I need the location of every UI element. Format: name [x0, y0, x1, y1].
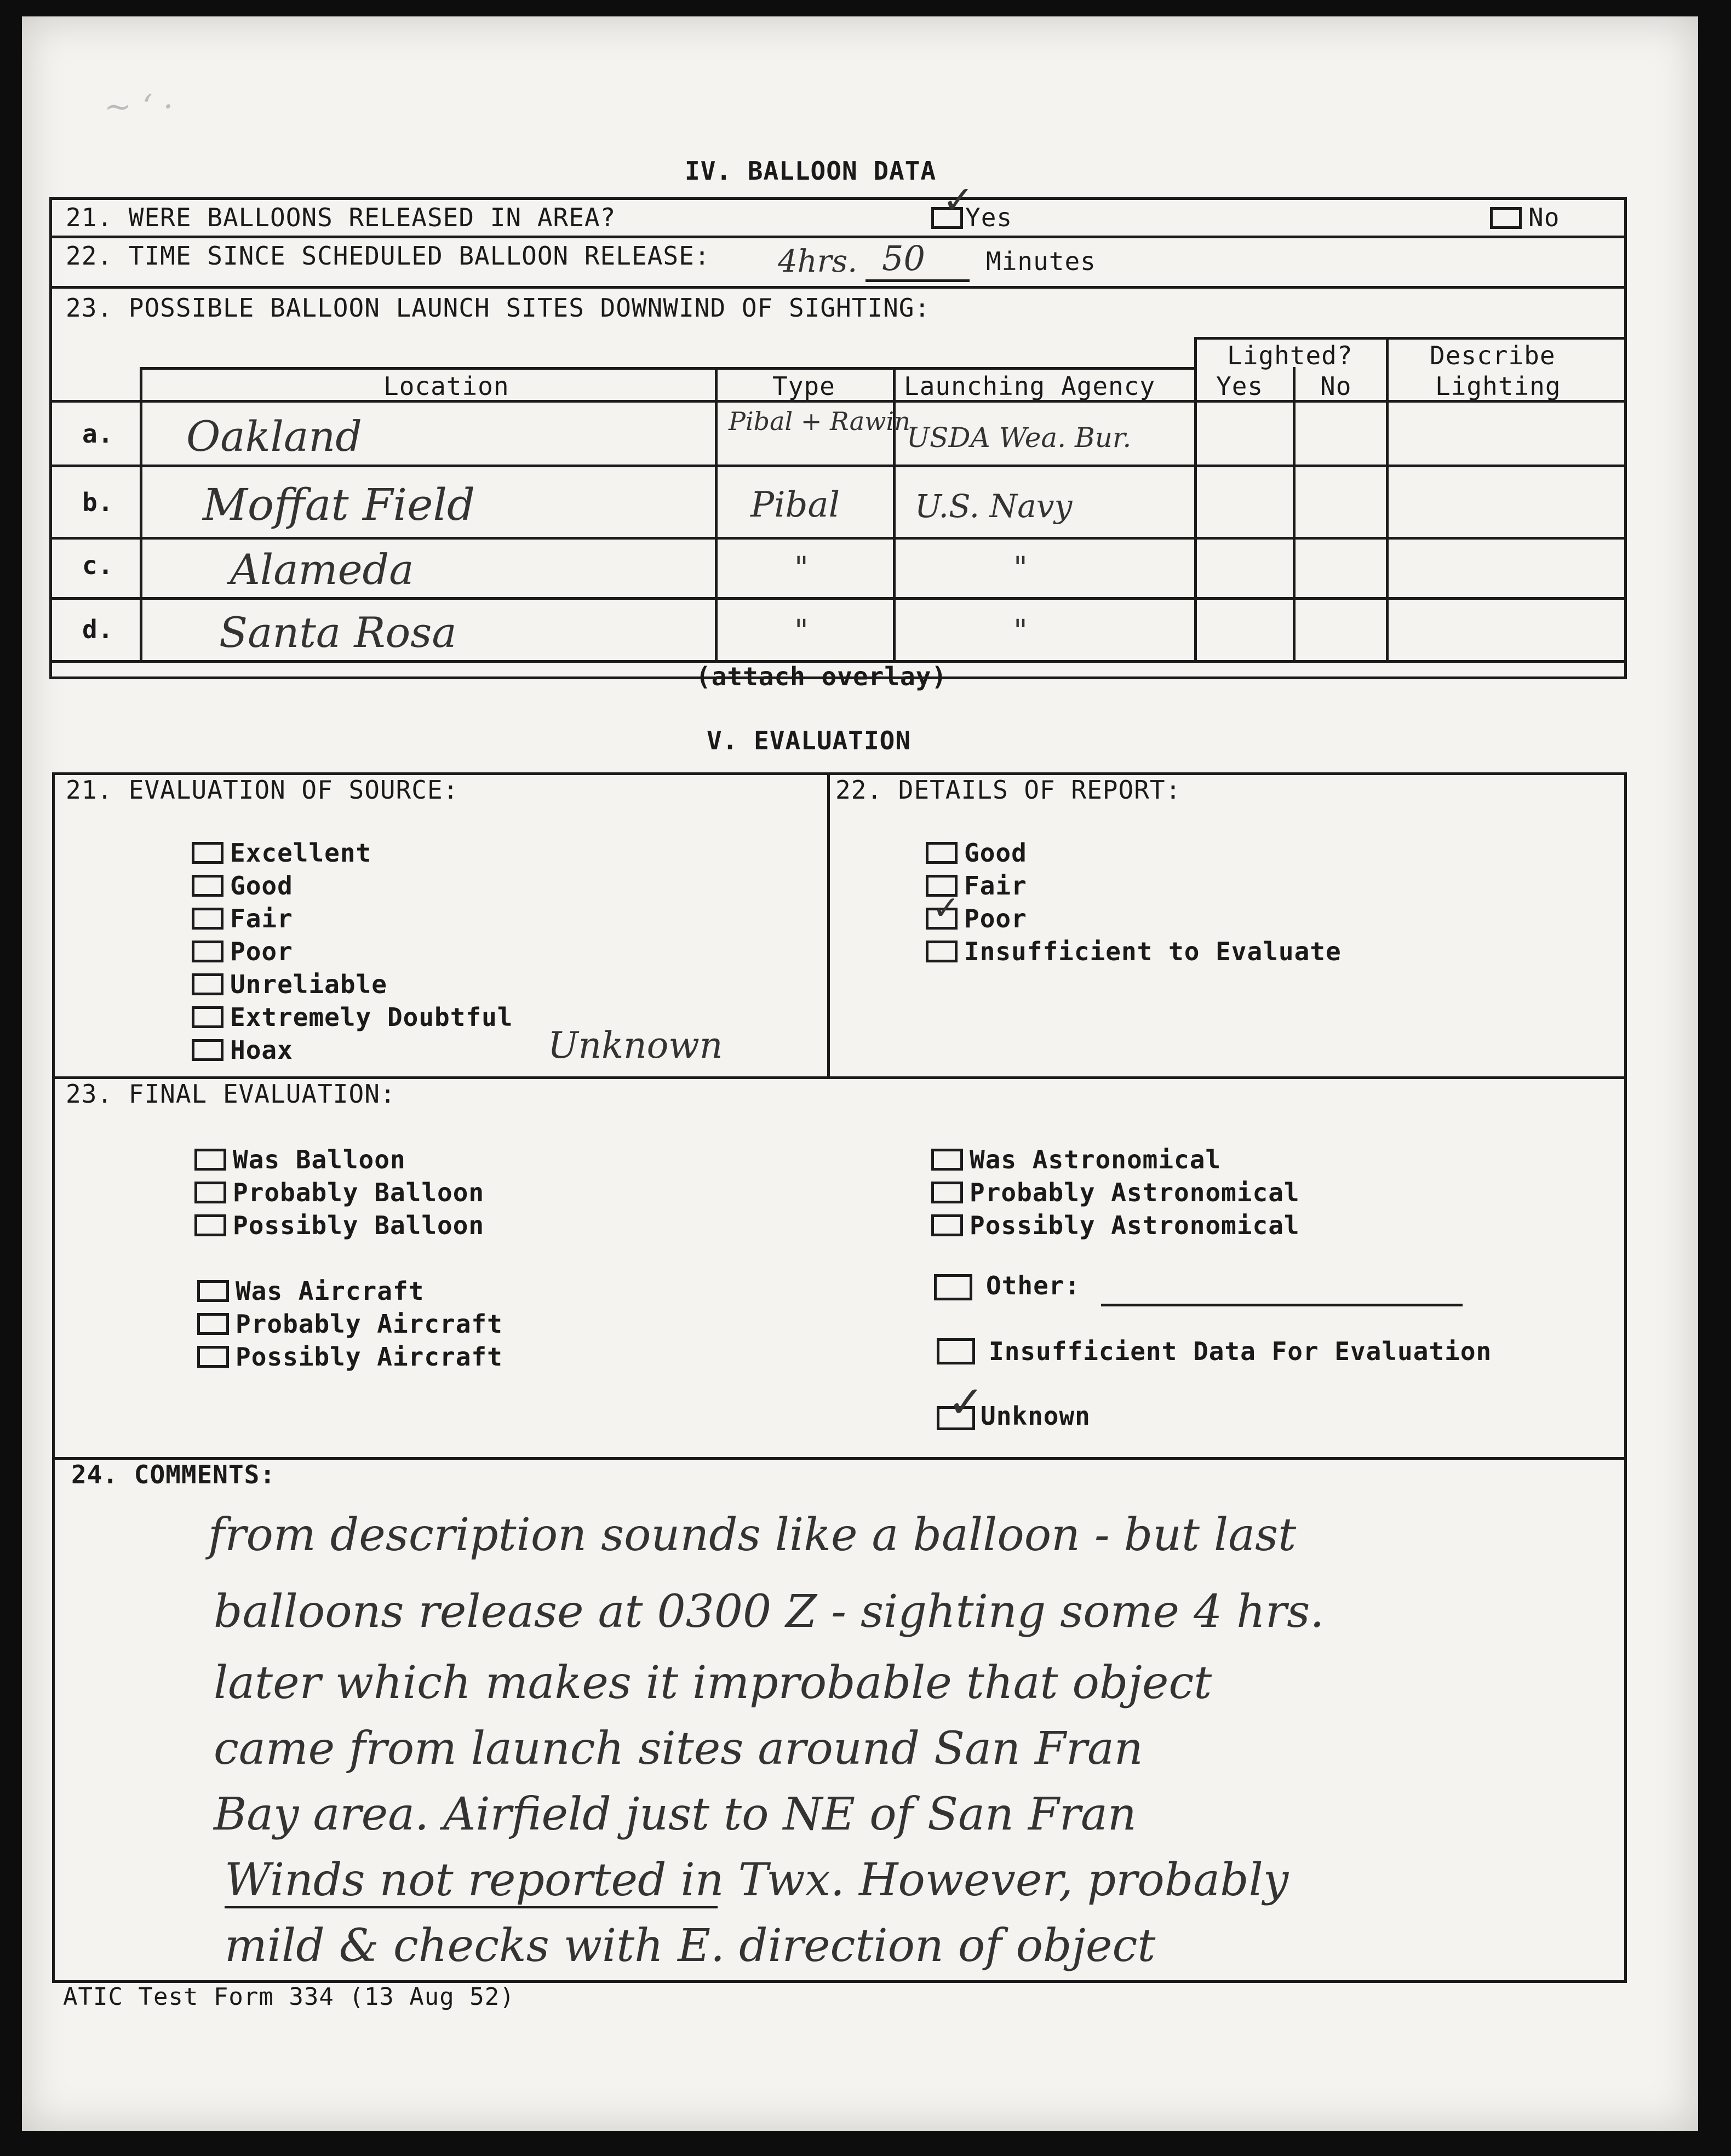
possibly-balloon-checkbox[interactable] — [194, 1214, 226, 1236]
q23-label: 23. POSSIBLE BALLOON LAUNCH SITES DOWNWIND OF SIGHTING: — [66, 293, 931, 323]
header-lighted: Lighted? — [1227, 341, 1353, 370]
q23-final-label: 23. FINAL EVALUATION: — [66, 1079, 396, 1109]
details-insufficient-label: Insufficient to Evaluate — [964, 937, 1342, 966]
possibly-aircraft-label: Possibly Aircraft — [236, 1342, 503, 1372]
comment-line-5: Bay area. Airfield just to NE of San Fran — [214, 1788, 1137, 1840]
source-excellent-label: Excellent — [230, 838, 372, 868]
q22-label: 22. TIME SINCE SCHEDULED BALLOON RELEASE: — [66, 241, 710, 271]
form-footer: ATIC Test Form 334 (13 Aug 52) — [63, 1983, 515, 2011]
other-checkbox[interactable] — [934, 1274, 972, 1300]
was-balloon-label: Was Balloon — [233, 1145, 406, 1174]
source-fair-checkbox[interactable] — [192, 908, 223, 930]
was-aircraft-label: Was Aircraft — [236, 1276, 425, 1306]
comment-line-4: came from launch sites around San Fran — [214, 1723, 1143, 1775]
source-extremely-doubtful-checkbox[interactable] — [192, 1006, 223, 1028]
row-d-type: " — [794, 613, 809, 649]
source-good-checkbox[interactable] — [192, 875, 223, 897]
insufficient-data-label: Insufficient Data For Evaluation — [989, 1337, 1492, 1366]
possibly-astronomical-checkbox[interactable] — [931, 1214, 963, 1236]
divider — [715, 367, 718, 660]
details-poor-check-icon: ✓ — [932, 889, 960, 927]
divider — [1194, 337, 1197, 660]
q21-no-label: No — [1528, 203, 1560, 232]
divider — [140, 367, 142, 660]
row-a-agency: USDA Wea. Bur. — [907, 422, 1132, 454]
source-poor-checkbox[interactable] — [192, 941, 223, 962]
q21-yes-label: Yes — [965, 203, 1013, 232]
q21-label: 21. WERE BALLOONS RELEASED IN AREA? — [66, 203, 616, 232]
row-a-type: Pibal + Rawin — [729, 406, 910, 436]
source-hoax-checkbox[interactable] — [192, 1039, 223, 1061]
row-c-location: Alameda — [230, 545, 414, 594]
section-title-balloon-data: IV. BALLOON DATA — [685, 156, 937, 186]
header-agency: Launching Agency — [904, 371, 1156, 401]
other-label: Other: — [986, 1271, 1081, 1300]
header-lighting: Lighting — [1435, 371, 1561, 401]
row-d-location: Santa Rosa — [219, 608, 457, 657]
q22-details-label: 22. DETAILS OF REPORT: — [835, 775, 1182, 805]
source-good-label: Good — [230, 871, 293, 901]
was-astronomical-checkbox[interactable] — [931, 1149, 963, 1171]
divider — [827, 772, 830, 1079]
row-a-letter: a. — [82, 419, 114, 449]
divider — [49, 597, 1627, 600]
details-good-label: Good — [964, 838, 1027, 868]
insufficient-data-checkbox[interactable] — [937, 1338, 975, 1364]
faint-marks: ~ ‘ · — [104, 88, 174, 126]
probably-astronomical-checkbox[interactable] — [931, 1182, 963, 1203]
source-extremely-doubtful-label: Extremely Doubtful — [230, 1002, 513, 1032]
source-unreliable-label: Unreliable — [230, 970, 387, 999]
details-insufficient-checkbox[interactable] — [926, 941, 958, 962]
source-unreliable-checkbox[interactable] — [192, 973, 223, 995]
q22-minutes-label: Minutes — [986, 246, 1096, 276]
comment-line-7: mild & checks with E. direction of object — [225, 1920, 1156, 1972]
source-excellent-checkbox[interactable] — [192, 842, 223, 864]
row-a-location: Oakland — [186, 412, 362, 461]
row-b-letter: b. — [82, 488, 114, 517]
row-c-letter: c. — [82, 551, 114, 580]
was-balloon-checkbox[interactable] — [194, 1149, 226, 1171]
details-good-checkbox[interactable] — [926, 842, 958, 864]
divider — [1293, 367, 1296, 660]
row-b-type: Pibal — [750, 485, 840, 525]
divider — [1386, 337, 1389, 660]
was-aircraft-checkbox[interactable] — [197, 1280, 229, 1302]
details-fair-label: Fair — [964, 871, 1027, 901]
possibly-balloon-label: Possibly Balloon — [233, 1211, 485, 1240]
divider — [49, 236, 1627, 238]
possibly-aircraft-checkbox[interactable] — [197, 1346, 229, 1368]
unknown-check-icon: ✓ — [948, 1377, 985, 1427]
comment-line-1: from description sounds like a balloon - but last — [208, 1509, 1297, 1561]
row-c-agency: " — [1013, 551, 1028, 586]
divider — [49, 286, 1627, 289]
source-hand-note: Unknown — [548, 1024, 723, 1066]
final-evaluation-box — [52, 1076, 1627, 1460]
source-fair-label: Fair — [230, 904, 293, 933]
q21-yes-check-icon: ✓ — [942, 177, 975, 222]
comment-line-2: balloons release at 0300 Z - sighting some 4 hrs. — [214, 1586, 1325, 1638]
row-d-letter: d. — [82, 615, 114, 644]
row-b-location: Moffat Field — [203, 479, 475, 530]
details-poor-label: Poor — [964, 904, 1027, 933]
header-location: Location — [383, 371, 509, 401]
q22-hours-hand: 4hrs. — [778, 244, 858, 279]
unknown-label: Unknown — [981, 1401, 1091, 1431]
attach-overlay-note: (attach overlay) — [696, 662, 948, 691]
header-type: Type — [772, 371, 835, 401]
probably-aircraft-checkbox[interactable] — [197, 1313, 229, 1335]
possibly-astronomical-label: Possibly Astronomical — [970, 1211, 1300, 1240]
comment-line-3: later which makes it improbable that object — [214, 1657, 1212, 1709]
other-line — [1101, 1304, 1463, 1306]
header-describe: Describe — [1430, 341, 1556, 370]
probably-astronomical-label: Probably Astronomical — [970, 1178, 1300, 1207]
was-astronomical-label: Was Astronomical — [970, 1145, 1222, 1174]
divider — [1194, 337, 1627, 340]
divider — [49, 400, 1627, 403]
q21-no-checkbox[interactable] — [1490, 207, 1522, 229]
comment-line-6: Winds not reported in Twx. However, probably — [225, 1854, 1289, 1906]
probably-balloon-label: Probably Balloon — [233, 1178, 485, 1207]
source-hoax-label: Hoax — [230, 1035, 293, 1065]
underline — [866, 279, 970, 282]
divider — [140, 367, 1194, 370]
source-poor-label: Poor — [230, 937, 293, 966]
document-page — [22, 16, 1698, 2131]
row-d-agency: " — [1013, 613, 1028, 649]
probably-aircraft-label: Probably Aircraft — [236, 1309, 503, 1339]
header-yes: Yes — [1216, 371, 1264, 401]
divider — [49, 465, 1627, 467]
row-c-type: " — [794, 551, 809, 586]
q22-minutes-hand: 50 — [882, 238, 925, 278]
divider — [49, 537, 1627, 540]
comments-label: 24. COMMENTS: — [71, 1460, 276, 1489]
section-title-evaluation: V. EVALUATION — [707, 726, 912, 755]
header-no: No — [1320, 371, 1352, 401]
row-b-agency: U.S. Navy — [915, 488, 1073, 525]
probably-balloon-checkbox[interactable] — [194, 1182, 226, 1203]
comment-underline — [225, 1906, 718, 1908]
q21-source-label: 21. EVALUATION OF SOURCE: — [66, 775, 459, 805]
